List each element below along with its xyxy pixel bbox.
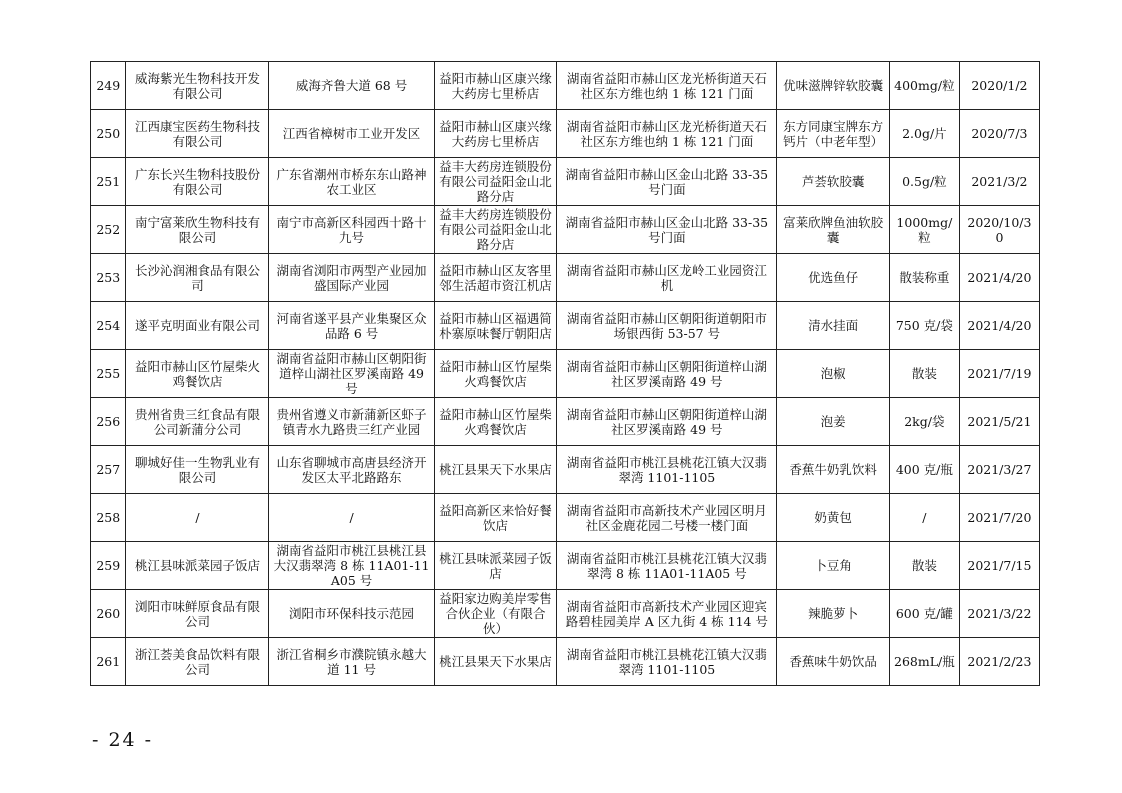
- product-name: 清水挂面: [777, 302, 890, 350]
- sampled-store-address: 湖南省益阳市赫山区龙光桥街道天石社区东方维也纳 1 栋 121 门面: [557, 110, 777, 158]
- sampled-store-name: 桃江县味派菜园子饭店: [434, 542, 557, 590]
- sampled-store-address: 湖南省益阳市赫山区朝阳街道梓山湖社区罗溪南路 49 号: [557, 350, 777, 398]
- row-number: 261: [91, 638, 126, 686]
- production-date: 2021/4/20: [959, 302, 1039, 350]
- table-row: [91, 446, 1040, 494]
- production-date: 2021/2/23: [959, 638, 1039, 686]
- manufacturer-address: 河南省遂平县产业集聚区众品路 6 号: [269, 302, 434, 350]
- manufacturer-name: 长沙沁润湘食品有限公司: [126, 254, 269, 302]
- table-row: [91, 206, 1040, 254]
- table-row: [91, 110, 1040, 158]
- production-date: 2021/3/22: [959, 590, 1039, 638]
- manufacturer-address: 南宁市高新区科园西十路十九号: [269, 206, 434, 254]
- production-date: 2021/4/20: [959, 254, 1039, 302]
- table-row: [91, 62, 1040, 110]
- table-row: [91, 302, 1040, 350]
- sampled-store-name: 益丰大药房连锁股份有限公司益阳金山北路分店: [434, 206, 557, 254]
- row-number: 251: [91, 158, 126, 206]
- table-row: [91, 590, 1040, 638]
- manufacturer-address: 江西省樟树市工业开发区: [269, 110, 434, 158]
- manufacturer-address: 山东省聊城市高唐县经济开发区太平北路路东: [269, 446, 434, 494]
- product-name: 卜豆角: [777, 542, 890, 590]
- sampled-store-name: 益阳家边购美岸零售合伙企业（有限合伙）: [434, 590, 557, 638]
- row-number: 257: [91, 446, 126, 494]
- manufacturer-address: 浙江省桐乡市濮院镇永越大道 11 号: [269, 638, 434, 686]
- sampled-store-address: 湖南省益阳市赫山区朝阳街道梓山湖社区罗溪南路 49 号: [557, 398, 777, 446]
- manufacturer-name: 江西康宝医药生物科技有限公司: [126, 110, 269, 158]
- table-row: [91, 158, 1040, 206]
- row-number: 259: [91, 542, 126, 590]
- sampled-store-address: 湖南省益阳市桃江县桃花江镇大汉翡翠湾 1101-1105: [557, 446, 777, 494]
- product-name: 芦荟软胶囊: [777, 158, 890, 206]
- table-row: [91, 254, 1040, 302]
- manufacturer-name: 贵州省贵三红食品有限公司新蒲分公司: [126, 398, 269, 446]
- row-number: 253: [91, 254, 126, 302]
- table-row: [91, 350, 1040, 398]
- sampled-store-name: 益丰大药房连锁股份有限公司益阳金山北路分店: [434, 158, 557, 206]
- page-number: - 24 -: [92, 729, 154, 751]
- product-name: 优选鱼仔: [777, 254, 890, 302]
- sampled-store-name: 桃江县果天下水果店: [434, 638, 557, 686]
- product-spec: 散装: [889, 350, 959, 398]
- document-page: [90, 61, 1040, 686]
- manufacturer-name: 浏阳市味鲜原食品有限公司: [126, 590, 269, 638]
- product-spec: 散装: [889, 542, 959, 590]
- manufacturer-name: 南宁富莱欣生物科技有限公司: [126, 206, 269, 254]
- sampled-store-name: 益阳高新区来恰好餐饮店: [434, 494, 557, 542]
- manufacturer-address: /: [269, 494, 434, 542]
- manufacturer-address: 威海齐鲁大道 68 号: [269, 62, 434, 110]
- manufacturer-name: /: [126, 494, 269, 542]
- manufacturer-name: 广东长兴生物科技股份有限公司: [126, 158, 269, 206]
- product-name: 优味滋牌锌软胶囊: [777, 62, 890, 110]
- production-date: 2021/3/27: [959, 446, 1039, 494]
- table-row: [91, 398, 1040, 446]
- manufacturer-name: 桃江县味派菜园子饭店: [126, 542, 269, 590]
- sampling-table: [90, 61, 1040, 686]
- product-spec: 2kg/袋: [889, 398, 959, 446]
- manufacturer-address: 广东省潮州市桥东东山路神农工业区: [269, 158, 434, 206]
- product-spec: 600 克/罐: [889, 590, 959, 638]
- table-body: [91, 62, 1040, 686]
- row-number: 260: [91, 590, 126, 638]
- product-spec: 400mg/粒: [889, 62, 959, 110]
- manufacturer-address: 贵州省遵义市新蒲新区虾子镇青水九路贵三红产业园: [269, 398, 434, 446]
- product-spec: 0.5g/粒: [889, 158, 959, 206]
- row-number: 255: [91, 350, 126, 398]
- product-name: 富莱欣牌鱼油软胶囊: [777, 206, 890, 254]
- row-number: 258: [91, 494, 126, 542]
- sampled-store-address: 湖南省益阳市赫山区金山北路 33-35 号门面: [557, 158, 777, 206]
- sampled-store-address: 湖南省益阳市桃江县桃花江镇大汉翡翠湾 8 栋 11A01-11A05 号: [557, 542, 777, 590]
- manufacturer-name: 威海紫光生物科技开发有限公司: [126, 62, 269, 110]
- sampled-store-address: 湖南省益阳市桃江县桃花江镇大汉翡翠湾 1101-1105: [557, 638, 777, 686]
- product-name: 香蕉牛奶乳饮料: [777, 446, 890, 494]
- sampled-store-address: 湖南省益阳市赫山区朝阳街道朝阳市场银西街 53-57 号: [557, 302, 777, 350]
- sampled-store-name: 益阳市赫山区竹屋柴火鸡餐饮店: [434, 350, 557, 398]
- table-row: [91, 494, 1040, 542]
- sampled-store-name: 益阳市赫山区康兴缘大药房七里桥店: [434, 62, 557, 110]
- manufacturer-name: 浙江荟美食品饮料有限公司: [126, 638, 269, 686]
- row-number: 256: [91, 398, 126, 446]
- table-row: [91, 542, 1040, 590]
- manufacturer-name: 遂平克明面业有限公司: [126, 302, 269, 350]
- row-number: 249: [91, 62, 126, 110]
- manufacturer-address: 浏阳市环保科技示范园: [269, 590, 434, 638]
- production-date: 2021/7/19: [959, 350, 1039, 398]
- production-date: 2021/7/20: [959, 494, 1039, 542]
- product-name: 香蕉味牛奶饮品: [777, 638, 890, 686]
- production-date: 2020/1/2: [959, 62, 1039, 110]
- row-number: 254: [91, 302, 126, 350]
- sampled-store-name: 桃江县果天下水果店: [434, 446, 557, 494]
- product-spec: /: [889, 494, 959, 542]
- product-spec: 散装称重: [889, 254, 959, 302]
- manufacturer-address: 湖南省益阳市桃江县桃江县大汉翡翠湾 8 栋 11A01-11A05 号: [269, 542, 434, 590]
- sampled-store-name: 益阳市赫山区康兴缘大药房七里桥店: [434, 110, 557, 158]
- product-spec: 400 克/瓶: [889, 446, 959, 494]
- sampled-store-address: 湖南省益阳市赫山区龙岭工业园资江机: [557, 254, 777, 302]
- sampled-store-address: 湖南省益阳市高新技术产业园区明月社区金鹿花园二号楼一楼门面: [557, 494, 777, 542]
- product-name: 泡姜: [777, 398, 890, 446]
- product-name: 奶黄包: [777, 494, 890, 542]
- production-date: 2021/7/15: [959, 542, 1039, 590]
- row-number: 252: [91, 206, 126, 254]
- product-name: 辣脆萝卜: [777, 590, 890, 638]
- production-date: 2021/3/2: [959, 158, 1039, 206]
- manufacturer-address: 湖南省益阳市赫山区朝阳街道梓山湖社区罗溪南路 49 号: [269, 350, 434, 398]
- product-spec: 2.0g/片: [889, 110, 959, 158]
- row-number: 250: [91, 110, 126, 158]
- table-row: [91, 638, 1040, 686]
- product-spec: 1000mg/粒: [889, 206, 959, 254]
- product-spec: 268mL/瓶: [889, 638, 959, 686]
- production-date: 2020/10/30: [959, 206, 1039, 254]
- product-name: 泡椒: [777, 350, 890, 398]
- manufacturer-name: 聊城好佳一生物乳业有限公司: [126, 446, 269, 494]
- production-date: 2020/7/3: [959, 110, 1039, 158]
- sampled-store-address: 湖南省益阳市赫山区金山北路 33-35 号门面: [557, 206, 777, 254]
- product-name: 东方同康宝牌东方钙片（中老年型）: [777, 110, 890, 158]
- sampled-store-name: 益阳市赫山区友客里邻生活超市资江机店: [434, 254, 557, 302]
- product-spec: 750 克/袋: [889, 302, 959, 350]
- sampled-store-address: 湖南省益阳市高新技术产业园区迎宾路碧桂园美岸 A 区九街 4 栋 114 号: [557, 590, 777, 638]
- production-date: 2021/5/21: [959, 398, 1039, 446]
- sampled-store-address: 湖南省益阳市赫山区龙光桥街道天石社区东方维也纳 1 栋 121 门面: [557, 62, 777, 110]
- manufacturer-address: 湖南省浏阳市两型产业园加盛国际产业园: [269, 254, 434, 302]
- manufacturer-name: 益阳市赫山区竹屋柴火鸡餐饮店: [126, 350, 269, 398]
- sampled-store-name: 益阳市赫山区竹屋柴火鸡餐饮店: [434, 398, 557, 446]
- sampled-store-name: 益阳市赫山区福遇简朴寨原味餐厅朝阳店: [434, 302, 557, 350]
